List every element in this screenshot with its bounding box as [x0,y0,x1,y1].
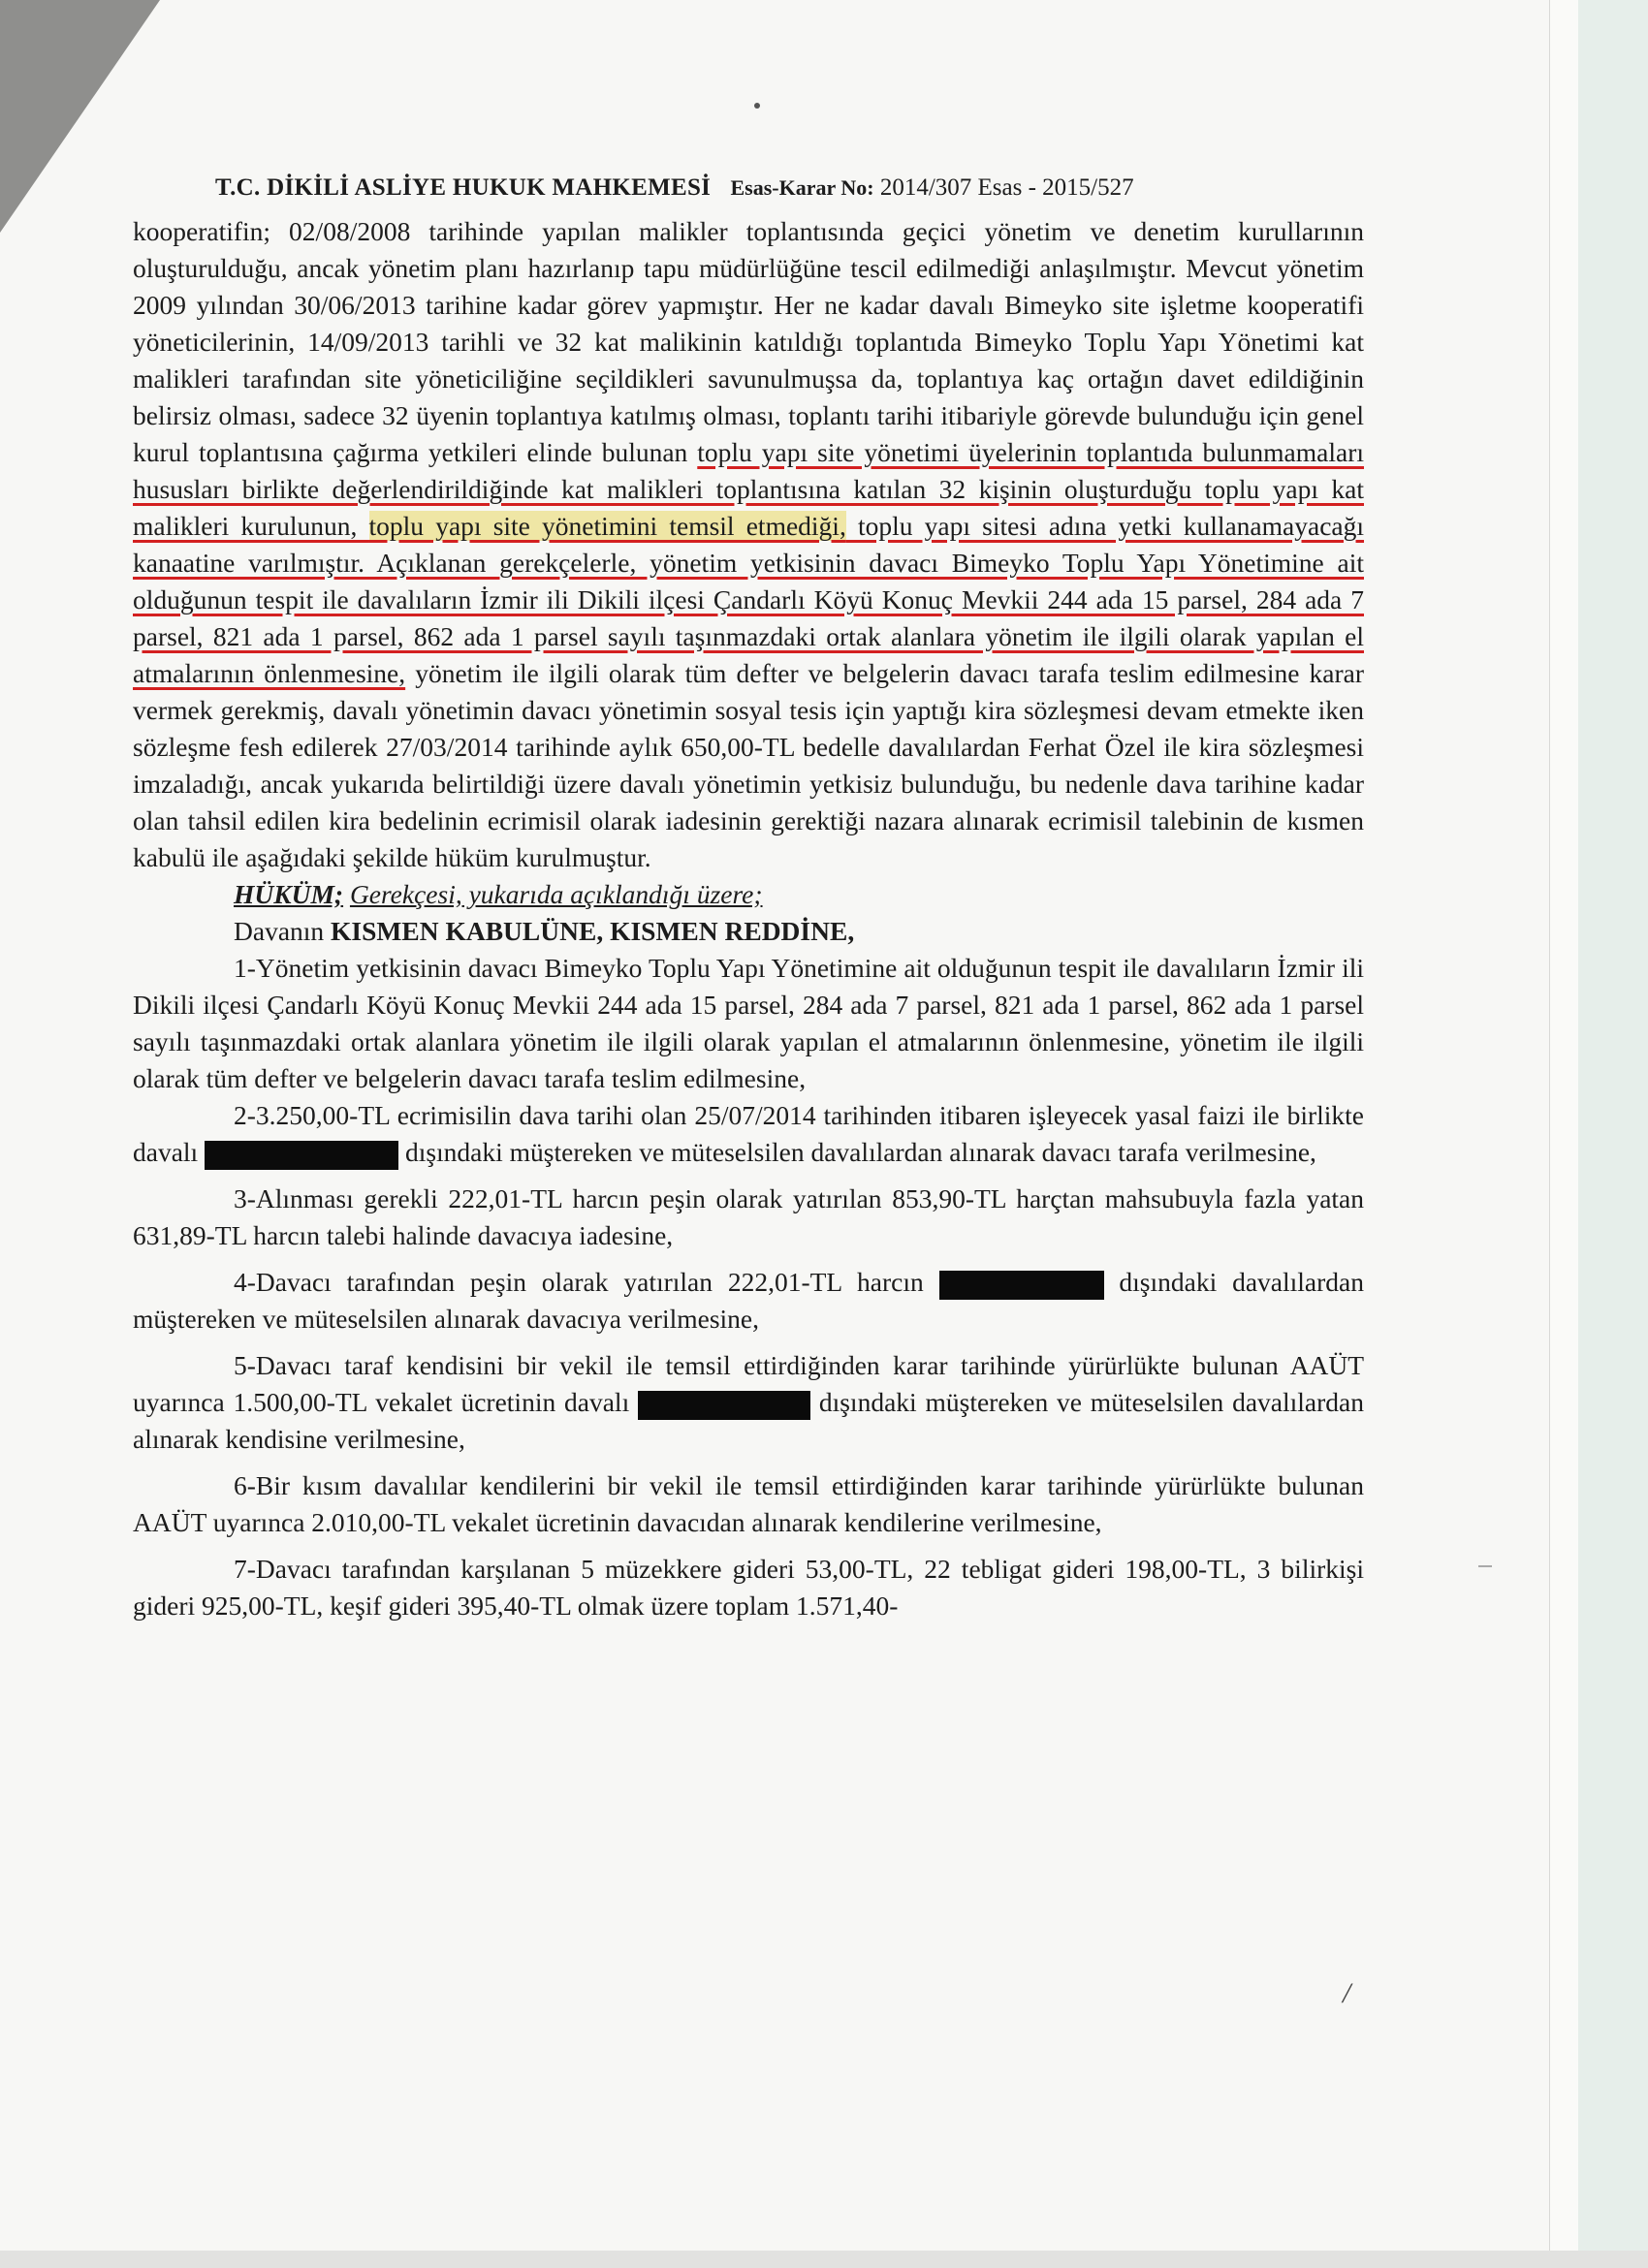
reasoning-text-2: yönetim ile ilgili olarak tüm defter ve belgelerin davacı tarafa teslim edilmesine karar vermek gerekmiş, davalı yönetimin davacı yönetimin sosyal tesis için yaptığı kira sözleşmesi devam etmekte iken sözleşme fesh edilerek 27/03/2014 tarihinde aylık 650,00-TL bedelle davalılardan Ferhat Özel ile kira sözleşmesi imzaladığı, ancak yukarıda belirtildiği üzere davalı yönetimin yetkisiz bulunduğu, bu nedenle dava tarihine kadar olan tahsil edilen kira bedelinin ecrimisil olarak iadesinin gerektiği nazara alınarak ecrimisil talebinin de kısmen kabulü ile aşağıdaki şekilde hüküm kurulmuştur. [133,658,1364,872]
verdict-line [133,913,1364,950]
item-4-text: 4-Davacı tarafından peşin olarak yatırılan 222,01-TL harcın [234,1267,939,1297]
ink-speck [754,103,760,109]
verdict-item-1: 1-Yönetim yetkisinin davacı Bimeyko Toplu Yapı Yönetimine ait olduğunun tespit ile davalıların İzmir ili Dikili ilçesi Çandarlı Köyü Konuç Mevkii 244 ada 15 parsel, 284 ada 7 parsel, 821 ada 1 parsel, 862 ada 1 parsel sayılı taşınmazdaki ortak alanlara yönetim ile ilgili olarak yapılan el atmalarının önlenmesine, yönetim ile ilgili olarak tüm defter ve belgelerin davacı tarafa teslim edilmesine, [133,953,1364,1093]
item-5-text: 5-Davacı taraf kendisini bir vekil ile temsil ettirdiğinden karar tarihinde yürürlükte bulunan AAÜT uyarınca 1.500,00-TL vekalet ücretinin davalı [133,1350,1364,1417]
ink-mark [1478,1565,1492,1567]
verdict-prefix: Davanın [234,916,332,946]
verdict-item-5 [133,1347,1364,1458]
item-2-text: 2-3.250,00-TL ecrimisilin dava tarihi olan 25/07/2014 tarihinden itibaren işleyecek yasal faizi ile birlikte davalı [133,1100,1364,1167]
reasoning-paragraph [133,213,1364,876]
redaction-box [939,1271,1104,1300]
item-4-text-2: dışındaki davalılardan müştereken ve müteselsilen alınarak davacıya verilmesine, [133,1267,1364,1334]
red-underlined-text-2: toplu yapı sitesi adına yetki kullanamayacağı kanaatine varılmıştır. Açıklanan gerekçelerle, yönetim yetkisinin davacı Bimeyko Toplu Yapı Yönetimine ait olduğunun tespit ile davalıların İzmir ili Dikili ilçesi Çandarlı Köyü Konuç Mevkii 244 ada 15 parsel, 284 ada 7 parsel, 821 ada 1 parsel, 862 ada 1 parsel sayılı taşınmazdaki ortak alanlara yönetim ile ilgili olarak yapılan el atmalarının önlenmesine, [133,511,1364,688]
page-edge [1549,0,1579,2268]
hukum-heading [133,876,1364,913]
verdict-item-7: 7-Davacı tarafından karşılanan 5 müzekkere gideri 53,00-TL, 22 tebligat gideri 198,00-TL, 3 bilirkişi gideri 925,00-TL, keşif gideri 395,40-TL olmak üzere toplam 1.571,40- [133,1554,1364,1621]
verdict-item-3: 3-Alınması gerekli 222,01-TL harcın peşin olarak yatırılan 853,90-TL harçtan mahsubuyla fazla yatan 631,89-TL harcın talebi halinde davacıya iadesine, [133,1183,1364,1250]
reasoning-text: kooperatifin; 02/08/2008 tarihinde yapılan malikler toplantısında geçici yönetim ve denetim kurullarının oluşturulduğu, ancak yönetim planı hazırlanıp tapu müdürlüğüne tescil edilmediği anlaşılmıştır. Mevcut yönetim 2009 yılından 30/06/2013 tarihine kadar görev yapmıştır. Her ne kadar davalı Bimeyko site işletme kooperatifi yöneticilerinin, 14/09/2013 tarihli ve 32 kat malikinin katıldığı toplantıda Bimeyko Toplu Yapı Yönetimi kat malikleri tarafından site yöneticiliğine seçildikleri savunulmuşsa da, toplantıya kaç ortağın davet edildiğinin belirsiz olması, sadece 32 üyenin toplantıya katılmış olması, toplantı tarihi itibariyle görevde bulunduğu için genel kurul toplantısına çağırma yetkileri elinde bulunan [133,216,1364,467]
esas-karar-label: Esas-Karar No: [730,175,874,200]
redaction-box [205,1141,398,1170]
scan-background [1578,0,1648,2268]
page-continuation-mark: / [1343,1977,1351,2009]
esas-karar-value: 2014/307 Esas - 2015/527 [879,174,1134,201]
item-5-text-2: dışındaki müştereken ve müteselsilen davalılardan alınarak kendisine verilmesine, [133,1387,1364,1454]
verdict-item-2 [133,1097,1364,1171]
item-2-text-2: dışındaki müştereken ve müteselsilen davalılardan alınarak davacı tarafa verilmesine, [398,1137,1316,1167]
court-name: T.C. DİKİLİ ASLİYE HUKUK MAHKEMESİ [215,174,712,201]
hukum-subtitle: Gerekçesi, yukarıda açıklandığı üzere; [349,879,763,909]
verdict-item-4 [133,1264,1364,1338]
yellow-highlighted-text: toplu yapı site yönetimini temsil etmediği, [368,511,846,541]
verdict-bold: KISMEN KABULÜNE, KISMEN REDDİNE, [331,916,855,946]
document-body [133,213,1364,1624]
verdict-item-6: 6-Bir kısım davalılar kendilerini bir vekil ile temsil ettirdiğinden karar tarihinde yürürlükte bulunan AAÜT uyarınca 2.010,00-TL vekalet ücretinin davacıdan alınarak kendilerine verilmesine, [133,1470,1364,1537]
document-header [215,174,1134,202]
scan-bottom-edge [0,2251,1648,2268]
hukum-title: HÜKÜM; [234,879,344,909]
redaction-box [638,1391,810,1420]
red-underlined-text: toplu yapı site yönetimi üyelerinin toplantıda bulunmamaları hususları birlikte değerlendirildiğinde kat malikleri toplantısına katılan 32 kişinin oluşturduğu toplu yapı kat malikleri kurulunun, [133,437,1364,541]
